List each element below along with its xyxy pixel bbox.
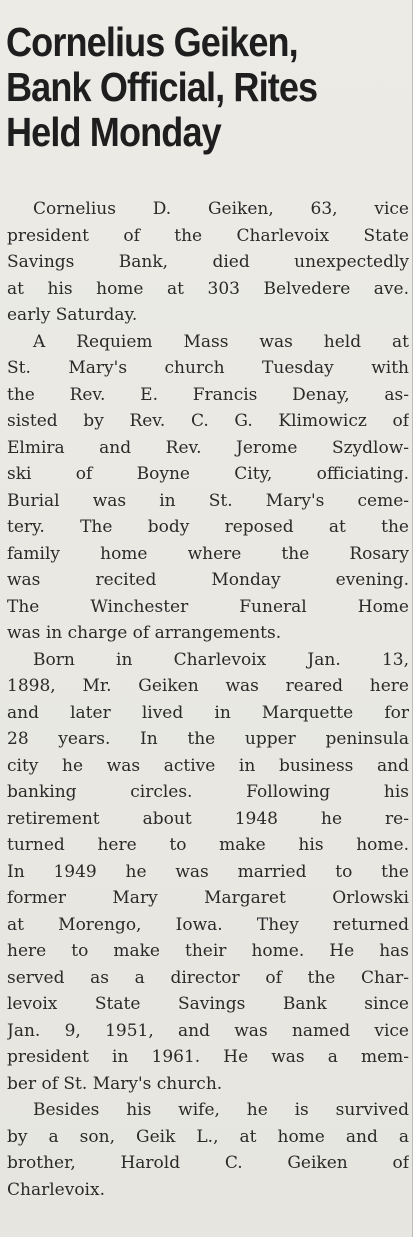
text-line: president in 1961. He was a mem- <box>7 1047 409 1067</box>
text-line: A Requiem Mass was held at <box>33 331 409 352</box>
text-line: 28 years. In the upper peninsula <box>7 729 409 749</box>
text-line: at his home at 303 Belvedere ave. <box>7 278 409 299</box>
text-line: served as a director of the Char- <box>7 967 409 988</box>
text-line: Savings Bank, died unexpectedly <box>7 252 409 272</box>
text-line: turned here to make his home. <box>7 835 409 855</box>
article-paragraph <box>7 329 409 647</box>
text-line: tery. The body reposed at the <box>7 517 409 537</box>
text-line: Cornelius D. Geiken, 63, vice <box>33 199 409 219</box>
headline-line: Cornelius Geiken, <box>6 19 298 65</box>
text-line: here to make their home. He has <box>7 941 409 961</box>
headline-line: Bank Official, Rites <box>6 64 318 110</box>
text-line: at Morengo, Iowa. They returned <box>7 914 409 935</box>
text-line: Jan. 9, 1951, and was named vice <box>7 1020 409 1041</box>
text-line: banking circles. Following his <box>7 782 409 802</box>
text-line: was in charge of arrangements. <box>7 623 282 643</box>
text-line: city he was active in business and <box>7 755 409 776</box>
text-line: sisted by Rev. C. G. Klimowicz of <box>7 411 409 431</box>
text-line: former Mary Margaret Orlowski <box>7 888 409 908</box>
text-line: Born in Charlevoix Jan. 13, <box>33 649 409 670</box>
text-line: retirement about 1948 he re- <box>7 808 409 829</box>
text-line: In 1949 he was married to the <box>7 861 409 882</box>
text-line: The Winchester Funeral Home <box>7 596 409 617</box>
article-paragraph <box>7 196 409 329</box>
article-paragraph <box>7 647 409 1098</box>
text-line: the Rev. E. Francis Denay, as- <box>7 384 409 405</box>
text-line: president of the Charlevoix State <box>7 225 409 246</box>
text-line: Elmira and Rev. Jerome Szydlow- <box>7 437 409 458</box>
text-line: Besides his wife, he is survived <box>33 1100 409 1120</box>
headline <box>6 20 358 155</box>
text-line: brother, Harold C. Geiken of <box>7 1153 409 1173</box>
headline-line: Held Monday <box>6 109 221 155</box>
article-body <box>7 196 409 1203</box>
text-line: ski of Boyne City, officiating. <box>7 464 409 484</box>
text-line: and later lived in Marquette for <box>7 702 409 723</box>
text-line: Burial was in St. Mary's ceme- <box>7 490 409 511</box>
text-line: levoix State Savings Bank since <box>7 994 409 1014</box>
text-line: early Saturday. <box>7 305 138 325</box>
text-line: family home where the Rosary <box>7 543 409 564</box>
text-line: by a son, Geik L., at home and a <box>7 1126 409 1147</box>
text-line: ber of St. Mary's church. <box>7 1073 223 1094</box>
text-line: 1898, Mr. Geiken was reared here <box>7 676 409 696</box>
text-line: Charlevoix. <box>7 1179 105 1200</box>
article-paragraph <box>7 1097 409 1203</box>
text-line: St. Mary's church Tuesday with <box>7 358 409 378</box>
text-line: was recited Monday evening. <box>7 570 409 590</box>
